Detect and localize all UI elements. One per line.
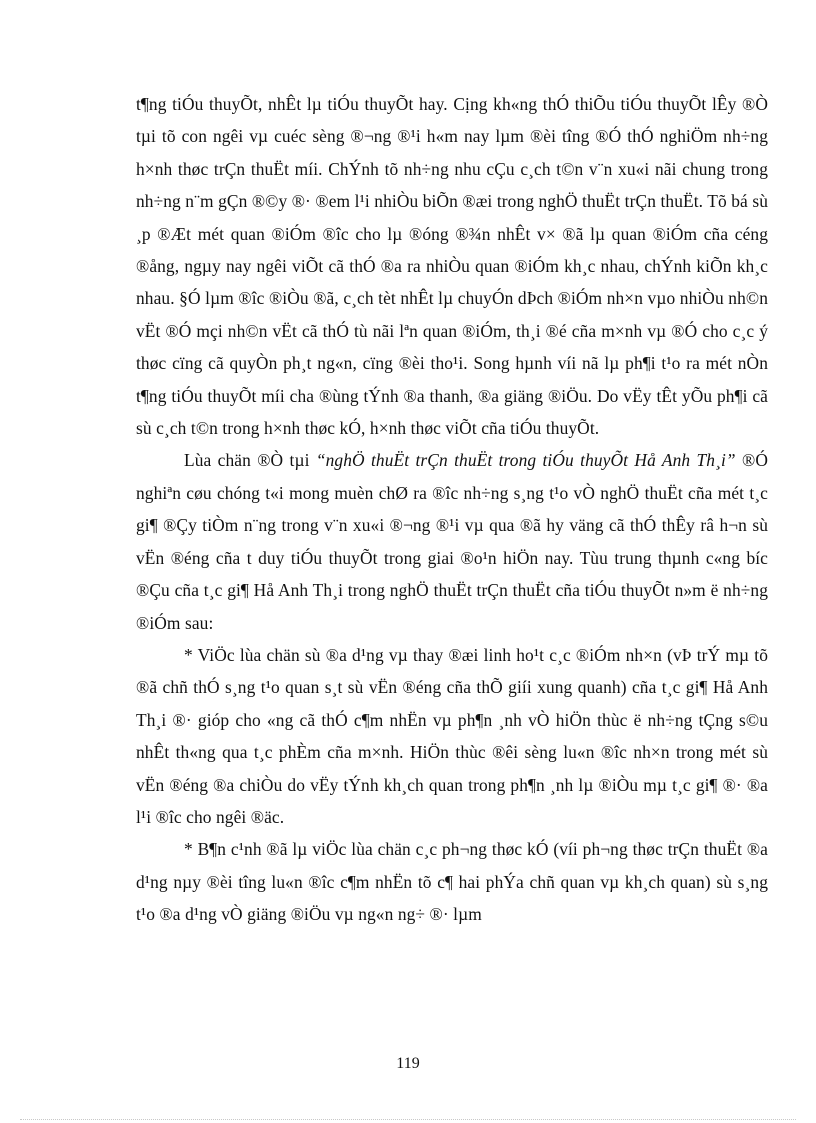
paragraph-4-text: * B¶n c¹nh ®ã lµ viÖc lùa chän c¸c ph¬ng thøc kÓ (víi ph¬ng thøc trÇn thuËt ®a d¹ng nµy ®èi tîng lu«n ®îc c¶m nhËn tõ c¶ hai phÝa chñ quan vµ kh¸ch quan) sù s¸ng t¹o ®a d¹ng vÒ giäng ®iÖu vµ ng«n ng÷ ®· lµm [136, 839, 768, 925]
paragraph-1-text: t¶ng tiÓu thuyÕt, nhÊt lµ tiÓu thuyÕt hay. Cịng kh«ng thÓ thiÕu tiÓu thuyÕt lÊy ®Ò tµi tõ con ngêi vµ cuéc sèng ®¬ng ®¹i h«m nay lµm ®èi tîng ®Ó thÓ nghiÖm nh÷ng h×nh thøc trÇn thuËt míi. ChÝnh tõ nh÷ng nhu cÇu c¸ch t©n v¨n xu«i nãi chung trong nh÷ng n¨m gÇn ®©y ®· ®em l¹i nhiÒu biÕn ®æi trong nghÖ thuËt trÇn thuËt. Tõ bá sù ¸p ®Æt mét quan ®iÓm ®îc cho lµ ®óng ®¾n nhÊt v× ®ã lµ quan ®iÓm cña céng ®ång, ngµy nay ngêi viÕt cã thÓ ®a ra nhiÒu quan ®iÓm kh¸c nhau, chÝnh kiÕn kh¸c nhau. §Ó lµm ®îc ®iÒu ®ã, c¸ch tèt nhÊt lµ chuyÓn dÞch ®iÓm nh×n vµo nhiÒu nh©n vËt ®Ó mçi nh©n vËt cã thÓ tù nãi lªn quan ®iÓm, th¸i ®é cña m×nh vµ ®Ó cho c¸c ý thøc cïng cã quyÒn ph¸t ng«n, cïng ®èi tho¹i. Song hµnh víi nã lµ ph¶i t¹o ra mét nÒn t¶ng tiÓu thuyÕt míi cha ®ùng tÝnh ®a thanh, ®a giäng ®iÖu. Do vËy tÊt yÕu ph¶i cã sù c¸ch t©n trong h×nh thøc kÓ, h×nh thøc viÕt cña tiÓu thuyÕt. [136, 94, 768, 439]
page-number: 119 [396, 1055, 420, 1072]
body-text [136, 88, 768, 931]
paragraph-2-emphasis: “nghÖ thuËt trÇn thuËt trong tiÓu thuyÕt Hå Anh Th¸i” [315, 450, 736, 471]
paragraph-2 [136, 444, 768, 638]
bottom-dotted-rule [20, 1119, 796, 1120]
paragraph-4 [136, 833, 768, 930]
paragraph-3-text: * ViÖc lùa chän sù ®a d¹ng vµ thay ®æi linh ho¹t c¸c ®iÓm nh×n (vÞ trÝ mµ tõ ®ã chñ thÓ s¸ng t¹o quan s¸t sù vËn ®éng cña thÕ giíi xung quanh) cña t¸c gi¶ Hå Anh Th¸i ®· gióp cho «ng cã thÓ c¶m nhËn vµ ph¶n ¸nh vÒ hiÖn thùc ë nh÷ng tÇng s©u nhÊt th«ng qua t¸c phÈm cña m×nh. HiÖn thùc ®êi sèng lu«n ®îc nh×n trong mét sù vËn ®éng ®a chiÒu do vËy tÝnh kh¸ch quan trong ph¶n ¸nh lµ ®iÒu mµ t¸c gi¶ ®· ®a l¹i ®îc cho ngêi ®äc. [136, 644, 768, 827]
paragraph-3 [136, 639, 768, 833]
paragraph-1 [136, 88, 768, 444]
paragraph-2-text: Lùa chän ®Ò tµi [184, 450, 316, 471]
paragraph-2-text-after: ®Ó nghiªn cøu chóng t«i mong muèn chØ ra ®îc nh÷ng s¸ng t¹o vÒ nghÖ thuËt cña mét t¸c gi¶ ®Çy tiÒm n¨ng trong v¨n xu«i ®¬ng ®¹i vµ qua ®ã hy väng cã thÓ thÊy râ h¬n sù vËn ®éng cña t duy tiÓu thuyÕt trong giai ®o¹n hiÖn nay. Tùu trung thµnh c«ng bíc ®Çu cña t¸c gi¶ Hå Anh Th¸i trong nghÖ thuËt trÇn thuËt cña tiÓu thuyÕt n»m ë nh÷ng ®iÓm sau: [136, 450, 768, 633]
